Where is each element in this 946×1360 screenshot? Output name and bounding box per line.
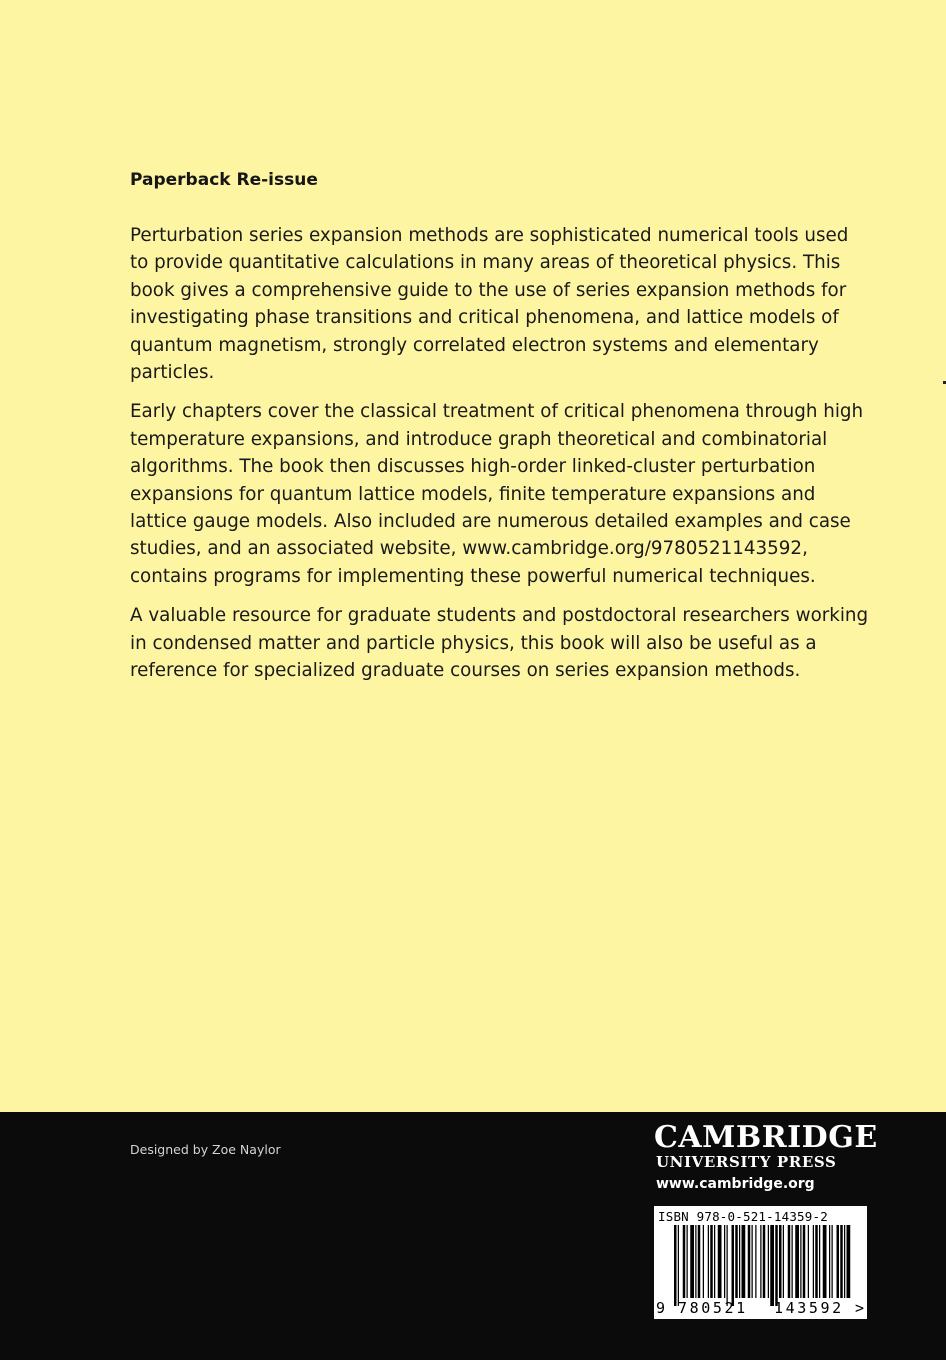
barcode-bar — [698, 1225, 701, 1298]
barcode-bar — [752, 1225, 753, 1298]
barcode-bar — [718, 1225, 722, 1298]
barcode-digit-group-right: 143592 — [774, 1299, 844, 1317]
barcode-bar — [792, 1225, 793, 1298]
barcode-bar — [732, 1225, 735, 1306]
text-line: Early chapters cover the classical treatment of critical phenomena through high — [130, 401, 864, 423]
text-line: algorithms. The book then discusses high-order linked-cluster perturbation — [130, 456, 816, 478]
barcode-bar — [683, 1225, 686, 1298]
text-line: temperature expansions, and introduce graph theoretical and combinatorial — [130, 428, 828, 450]
text-line: A valuable resource for graduate students and postdoctoral researchers working — [130, 605, 869, 627]
publisher-logo-subtitle: UNIVERSITY PRESS — [656, 1153, 837, 1171]
blurb — [130, 222, 869, 697]
barcode-bar — [724, 1225, 725, 1298]
barcode-bar — [687, 1225, 688, 1298]
barcode-bar — [823, 1225, 827, 1298]
barcode-digit-arrow: > — [855, 1299, 865, 1317]
barcode-bar — [819, 1225, 820, 1298]
barcode-bar — [739, 1225, 740, 1298]
barcode-digit-lead: 9 — [656, 1299, 666, 1317]
barcode-bar — [674, 1225, 677, 1306]
barcode-bar — [788, 1225, 791, 1298]
isbn-barcode — [654, 1206, 867, 1319]
text-line: in condensed matter and particle physics, this book will also be useful as a — [130, 632, 817, 654]
barcode-bar — [775, 1225, 778, 1306]
blurb-paragraph-2 — [130, 398, 864, 590]
barcode-bar — [768, 1225, 769, 1298]
text-line: investigating phase transitions and critical phenomena, and lattice models of — [130, 307, 839, 329]
designer-credit: Designed by Zoe Naylor — [130, 1142, 281, 1157]
publisher-url: www.cambridge.org — [656, 1176, 815, 1192]
barcode-bar — [813, 1225, 814, 1298]
blurb-paragraph-1 — [130, 222, 849, 386]
barcode-bar — [748, 1225, 751, 1298]
barcode-bar — [803, 1225, 806, 1298]
isbn-label: ISBN 978-0-521-14359-2 — [658, 1209, 828, 1224]
barcode-bar — [779, 1225, 782, 1298]
barcode-bar — [678, 1225, 679, 1306]
barcode-bar — [829, 1225, 830, 1298]
text-line: expansions for quantum lattice models, finite temperature expansions and — [130, 483, 816, 505]
text-line: reference for specialized graduate courses on series expansion methods. — [130, 660, 801, 682]
barcode-bar — [847, 1225, 851, 1298]
barcode-bar — [837, 1225, 840, 1298]
barcode-bar — [742, 1225, 746, 1298]
barcode-bar — [800, 1225, 801, 1298]
barcode-bar — [783, 1225, 784, 1298]
text-line: particles. — [130, 362, 215, 384]
barcode-bar — [690, 1225, 694, 1298]
barcode-bar — [815, 1225, 818, 1298]
barcode-bar — [770, 1225, 774, 1306]
barcode-bar — [844, 1225, 845, 1298]
text-line: lattice gauge models. Also included are numerous detailed examples and case — [130, 511, 851, 533]
barcode-bar — [708, 1225, 709, 1298]
barcode-bar — [795, 1225, 799, 1298]
barcode-bar — [695, 1225, 696, 1298]
barcode-bar — [710, 1225, 713, 1298]
text-line: contains programs for implementing these powerful numerical techniques. — [130, 565, 816, 587]
barcode-bar — [727, 1225, 728, 1306]
barcode-bar — [755, 1225, 756, 1298]
text-line: Perturbation series expansion methods are sophisticated numerical tools used — [130, 225, 849, 246]
barcode-bar — [735, 1225, 738, 1298]
text-line: quantum magnetism, strongly correlated electron systems and elementary — [130, 334, 819, 356]
barcode-bar — [703, 1225, 704, 1298]
barcode-bar — [714, 1225, 715, 1298]
barcode-digit-group-left: 780521 — [678, 1299, 748, 1317]
barcode-bar — [840, 1225, 843, 1298]
barcode-bar — [832, 1225, 833, 1298]
barcode-bar — [808, 1225, 809, 1298]
publisher-logo-name: CAMBRIDGE — [654, 1120, 878, 1155]
barcode-bar — [763, 1225, 766, 1298]
text-line: book gives a comprehensive guide to the use of series expansion methods for — [130, 279, 847, 301]
reissue-label: Paperback Re-issue — [130, 170, 318, 190]
blurb-paragraph-3 — [130, 602, 869, 684]
barcode-bar — [760, 1225, 761, 1298]
text-line: to provide quantitative calculations in many areas of theoretical physics. This — [130, 252, 841, 274]
text-line: studies, and an associated website, www.cambridge.org/9780521143592, — [130, 538, 808, 560]
